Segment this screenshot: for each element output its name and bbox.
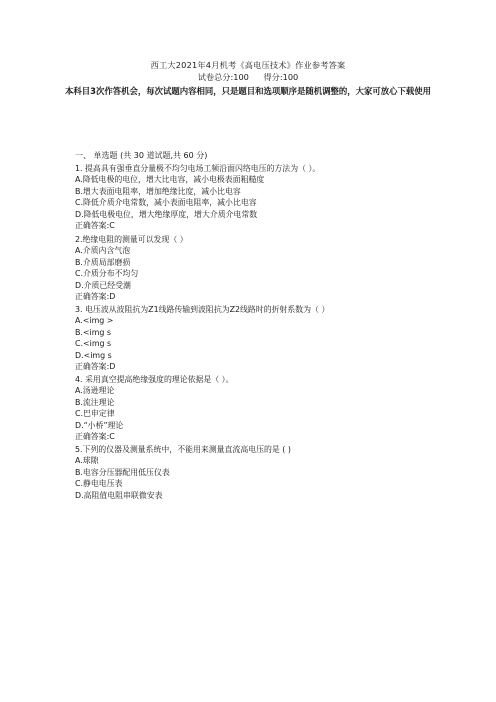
question-stem: 4. 采用真空提高绝缘强度的理论依据是（ ）。 (75, 375, 234, 384)
option-c: C.静电电压表 (75, 479, 123, 489)
option-a: A.汤逊理论 (75, 386, 115, 396)
answer-text: 正确答案:C (75, 432, 115, 442)
option-b: B.<img s (75, 327, 112, 337)
option-d: D.介质已经受潮 (75, 280, 131, 290)
score-line (0, 72, 496, 83)
option-a: A.球隙 (75, 456, 99, 466)
option-d: D.“小桥”理论 (75, 420, 124, 430)
question-stem: 2.绝缘电阻的测量可以发现（ ） (75, 235, 188, 244)
option-b: B.介质局部磨损 (75, 257, 131, 267)
option-d: D.<img s (75, 350, 112, 360)
answer-text: 正确答案:D (75, 292, 116, 302)
section-heading: 一、 单选题 (共 30 道试题,共 60 分) (75, 151, 208, 160)
question-5 (75, 444, 415, 501)
option-d: D.降低电极电位，增大绝缘厚度，增大介质介电常数 (75, 209, 258, 219)
option-c: C.介质分布不均匀 (75, 269, 139, 279)
document-title: 西工大2021年4月机考《高电压技术》作业参考答案 (150, 60, 346, 70)
option-c: C.<img s (75, 339, 112, 349)
question-2 (75, 234, 415, 302)
option-b: B.增大表面电阻率，增加绝缘比度，减小比电容 (75, 186, 241, 196)
notice-text: 本科目3次作答机会，每次试题内容相同，只是题目和选项顺序是随机调整的，大家可放心下载使用 (65, 86, 431, 96)
option-c: C.巴申定律 (75, 409, 115, 419)
option-c: C.降低介质介电常数，减小表面电阻率，减小比电容 (75, 198, 257, 208)
question-4 (75, 374, 415, 442)
question-stem: 3. 电压波从波阻抗为Z1线路传输到波阻抗为Z2线路时的折射系数为（ ） (75, 305, 330, 314)
answer-text: 正确答案:C (75, 221, 115, 231)
document-header (0, 60, 496, 97)
question-stem: 1. 提高具有强垂直分量极不均匀电场工频沿面闪络电压的方法为（ ）。 (75, 164, 321, 173)
option-a: A.降低电极的电位，增大比电容，减小电极表面粗糙度 (75, 175, 265, 185)
option-a: A.<img > (75, 316, 114, 326)
earned-score: 得分:100 (263, 72, 299, 82)
question-stem: 5.下列的仪器及测量系统中，不能用来测量直流高电压的是 ( ) (75, 445, 291, 454)
question-3 (75, 304, 415, 372)
option-d: D.高阻值电阻串联微安表 (75, 490, 163, 500)
answer-text: 正确答案:D (75, 362, 116, 372)
question-1 (75, 163, 415, 231)
option-a: A.介质内含气泡 (75, 246, 131, 256)
option-b: B.流注理论 (75, 397, 115, 407)
total-score: 试卷总分:100 (197, 72, 249, 82)
option-b: B.电容分压器配用低压仪表 (75, 467, 170, 477)
